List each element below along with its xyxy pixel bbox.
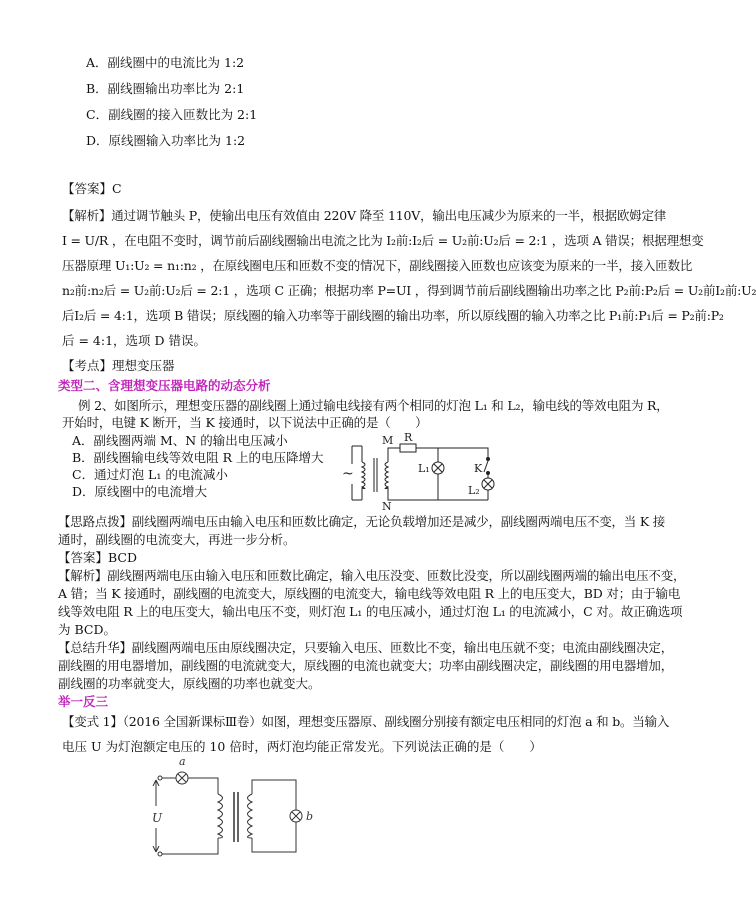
practice-title: 举一反三 xyxy=(58,694,109,709)
ex2-option-a: A．副线圈两端 M、N 的输出电压减小 xyxy=(72,433,288,448)
q1-analysis-line-3: 压器原理 U₁:U₂ = n₁:n₂ ，在原线圈电压和匝数不变的情况下，副线圈接入匝数也应该变为原来的一半，接入匝数比 xyxy=(62,258,693,273)
label-a: a xyxy=(179,755,186,768)
ex2-option-b: B．副线圈输电线等效电阻 R 上的电压降增大 xyxy=(72,450,324,465)
section-title: 类型二、含理想变压器电路的动态分析 xyxy=(58,378,271,393)
label-l2: L₂ xyxy=(468,484,480,497)
q1-option-c: C．副线圈的接入匝数比为 2:1 xyxy=(86,107,258,122)
q1-analysis-line-1: 【解析】通过调节触头 P，使输出电压有效值由 220V 降至 110V，输出电压减少为原来的一半，根据欧姆定律 xyxy=(62,208,667,223)
q1-analysis-line-2: I = U/R ，在电阻不变时，调节前后副线圈输出电流之比为 I₂前:I₂后 = U₂前:U₂后 = 2:1 ，选项 A 错误；根据理想变 xyxy=(62,233,704,248)
label-u: U xyxy=(152,811,163,825)
ex2-hint-line-1: 【思路点拨】副线圈两端电压由输入电压和匝数比确定，无论负载增加还是减少，副线圈两端电压不变，当 K 接 xyxy=(58,514,666,529)
label-r: R xyxy=(404,431,413,444)
ex2-stem-line-2: 开始时，电键 K 断开，当 K 接通时，以下说法中正确的是（ ） xyxy=(62,415,428,430)
var1-stem-line-1: 【变式 1】（2016 全国新课标Ⅲ卷）如图，理想变压器原、副线圈分别接有额定电压相同的灯泡 a 和 b。当输入 xyxy=(62,714,670,729)
label-b: b xyxy=(306,810,314,823)
ex2-summary-line-1: 【总结升华】副线圈两端电压由原线圈决定，只要输入电压、匝数比不变，输出电压就不变；电流由副线圈决定， xyxy=(58,640,674,655)
var1-stem-line-2: 电压 U 为灯泡额定电压的 10 倍时，两灯泡均能正常发光。下列说法正确的是（ ） xyxy=(62,739,542,754)
ex2-analysis-line-1: 【解析】副线圈两端电压由输入电压和匝数比确定，输入电压没变、匝数比没变，所以副线圈两端的输出电压不变， xyxy=(58,568,686,583)
q1-option-d: D．原线圈输入功率比为 1:2 xyxy=(86,133,246,148)
q1-option-a: A．副线圈中的电流比为 1:2 xyxy=(86,55,245,70)
transformer-circuit-diagram xyxy=(338,428,498,513)
ex2-option-d: D．原线圈中的电流增大 xyxy=(72,484,208,499)
ex2-summary-line-3: 副线圈的功率就变大，原线圈的功率也就变大。 xyxy=(58,676,321,691)
ex2-answer: 【答案】BCD xyxy=(58,550,138,565)
q1-option-b: B．副线圈输出功率比为 2:1 xyxy=(86,81,245,96)
ex2-stem-line-1: 例 2、如图所示，理想变压器的副线圈上通过输电线接有两个相同的灯泡 L₁ 和 L₂，输电线的等效电阻为 R， xyxy=(78,398,669,413)
ex2-hint-line-2: 通时，副线圈的电流变大，再进一步分析。 xyxy=(58,532,296,547)
ex2-analysis-line-3: 线等效电阻 R 上的电压变大，输出电压不变，则灯泡 L₁ 的电压减小，通过灯泡 L₁ 的电流减小，C 对。故正确选项 xyxy=(58,604,683,619)
q1-answer: 【答案】C xyxy=(62,181,122,196)
q1-analysis-line-5: 后I₂后 = 4:1，选项 B 错误；原线圈的输入功率等于副线圈的输出功率，所以原线圈的输入功率之比 P₁前:P₁后 = P₂前:P₂ xyxy=(62,308,724,323)
ex2-analysis-line-4: 为 BCD。 xyxy=(58,622,116,637)
label-k: K xyxy=(474,462,483,475)
label-m: M xyxy=(382,434,394,447)
q1-analysis-line-4: n₂前:n₂后 = U₂前:U₂后 = 2:1 ，选项 C 正确；根据功率 P=UI ，得到调节前后副线圈输出功率之比 P₂前:P₂后 = U₂前I₂前:U₂ xyxy=(62,283,756,298)
label-l1: L₁ xyxy=(418,462,430,475)
label-n: N xyxy=(382,500,392,513)
ex2-option-c: C．通过灯泡 L₁ 的电流减小 xyxy=(72,467,228,482)
ex2-analysis-line-2: A 错；当 K 接通时，副线圈的电流变大，原线圈的电流变大，输电线等效电阻 R 上的电压变大，BD 对；由于输电 xyxy=(58,586,681,601)
transformer-lamps-diagram xyxy=(148,755,318,866)
q1-point: 【考点】理想变压器 xyxy=(62,358,175,373)
ac-source-symbol: ~ xyxy=(342,466,354,482)
q1-analysis-line-6: 后 = 4:1，选项 D 错误。 xyxy=(62,333,207,348)
ex2-summary-line-2: 副线圈的用电器增加，副线圈的电流就变大，原线圈的电流也就变大；功率由副线圈决定，副线圈的用电器增加， xyxy=(58,658,674,673)
